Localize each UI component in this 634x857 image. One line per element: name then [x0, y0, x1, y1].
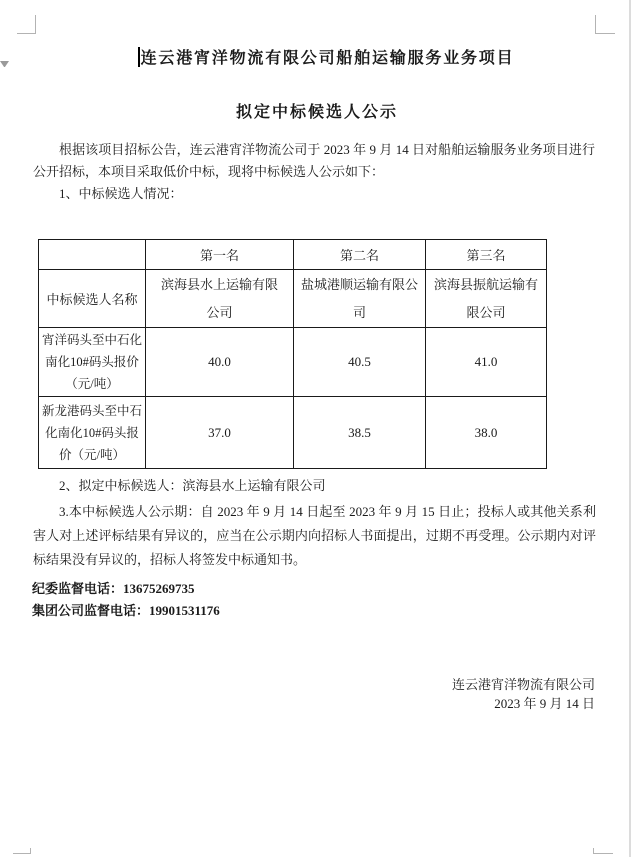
- item-1-heading: 1、中标候选人情况：: [59, 186, 183, 201]
- table-corner-cell: [39, 240, 146, 270]
- price-row-1-label: 宵洋码头至中石化南化10#码头报价（元/吨）: [39, 328, 146, 397]
- signature-company: 连云港宵洋物流有限公司: [451, 677, 595, 692]
- price-row-xiaoyang: [39, 328, 547, 397]
- candidate-row-label: 中标候选人名称: [39, 270, 146, 328]
- candidate-3-name: 滨海县振航运输有限公司: [426, 270, 547, 328]
- item-3-text: 3.本中标候选人公示期：自 2023 年 9 月 14 日起至 2023 年 9 月 15 日止；投标人或其他关系利害人对上述评标结果有异议的，应当在公示期内向招标人书面提出，过期不再受理。公示期内对评标结果没有异议的，招标人将签发中标通知书。: [33, 504, 596, 567]
- table-header-rank-1: 第一名: [146, 240, 294, 270]
- table-header-rank-3: 第三名: [426, 240, 547, 270]
- margin-corner-mark-bottom-left: [13, 848, 31, 854]
- price-row-2-label: 新龙港码头至中石化南化10#码头报价（元/吨）: [39, 397, 146, 469]
- item-3-section: [33, 500, 596, 571]
- candidate-2-name: 盐城港顺运输有限公司: [294, 270, 426, 328]
- price-row-xinlonggang: [39, 397, 547, 469]
- price-2-candidate-1: 37.0: [146, 397, 294, 469]
- price-1-candidate-2: 40.5: [294, 328, 426, 397]
- document-title-row: [9, 46, 634, 72]
- group-supervision-phone: 集团公司监督电话：19901531176: [32, 602, 220, 618]
- price-1-candidate-3: 41.0: [426, 328, 547, 397]
- intro-paragraph: 根据该项目招标公告，连云港宵洋物流公司于 2023 年 9 月 14 日对船舶运输服务业务项目进行公开招标，本项目采取低价中标，现将中标候选人公示如下：: [33, 142, 595, 179]
- candidate-1-name: 滨海县水上运输有限公司: [146, 270, 294, 328]
- intro-section: [33, 139, 595, 205]
- bid-candidates-table: [38, 239, 547, 469]
- contact-section: [32, 578, 220, 621]
- margin-corner-mark-top-right: [595, 15, 615, 34]
- item-2-text: 2、拟定中标候选人：滨海县水上运输有限公司: [59, 478, 326, 493]
- price-1-candidate-1: 40.0: [146, 328, 294, 397]
- text-cursor-icon: [138, 47, 140, 67]
- table-header-rank-2: 第二名: [294, 240, 426, 270]
- price-2-candidate-3: 38.0: [426, 397, 547, 469]
- discipline-supervision-phone: 纪委监督电话：13675269735: [32, 581, 195, 596]
- candidate-name-row: [39, 270, 547, 328]
- page-right-edge-line: [629, 0, 631, 857]
- left-margin-marker-icon: [0, 61, 9, 67]
- document-subtitle: 拟定中标候选人公示: [235, 104, 398, 121]
- margin-corner-mark-top-left: [17, 15, 36, 34]
- item-2-section: [33, 475, 595, 497]
- price-2-candidate-2: 38.5: [294, 397, 426, 469]
- signature-date: 2023 年 9 月 14 日: [494, 696, 595, 711]
- margin-corner-mark-bottom-right: [593, 848, 613, 854]
- table-header-row: [39, 240, 547, 270]
- document-title: 连云港宵洋物流有限公司船舶运输服务业务项目: [140, 50, 515, 67]
- signature-block: [0, 675, 595, 713]
